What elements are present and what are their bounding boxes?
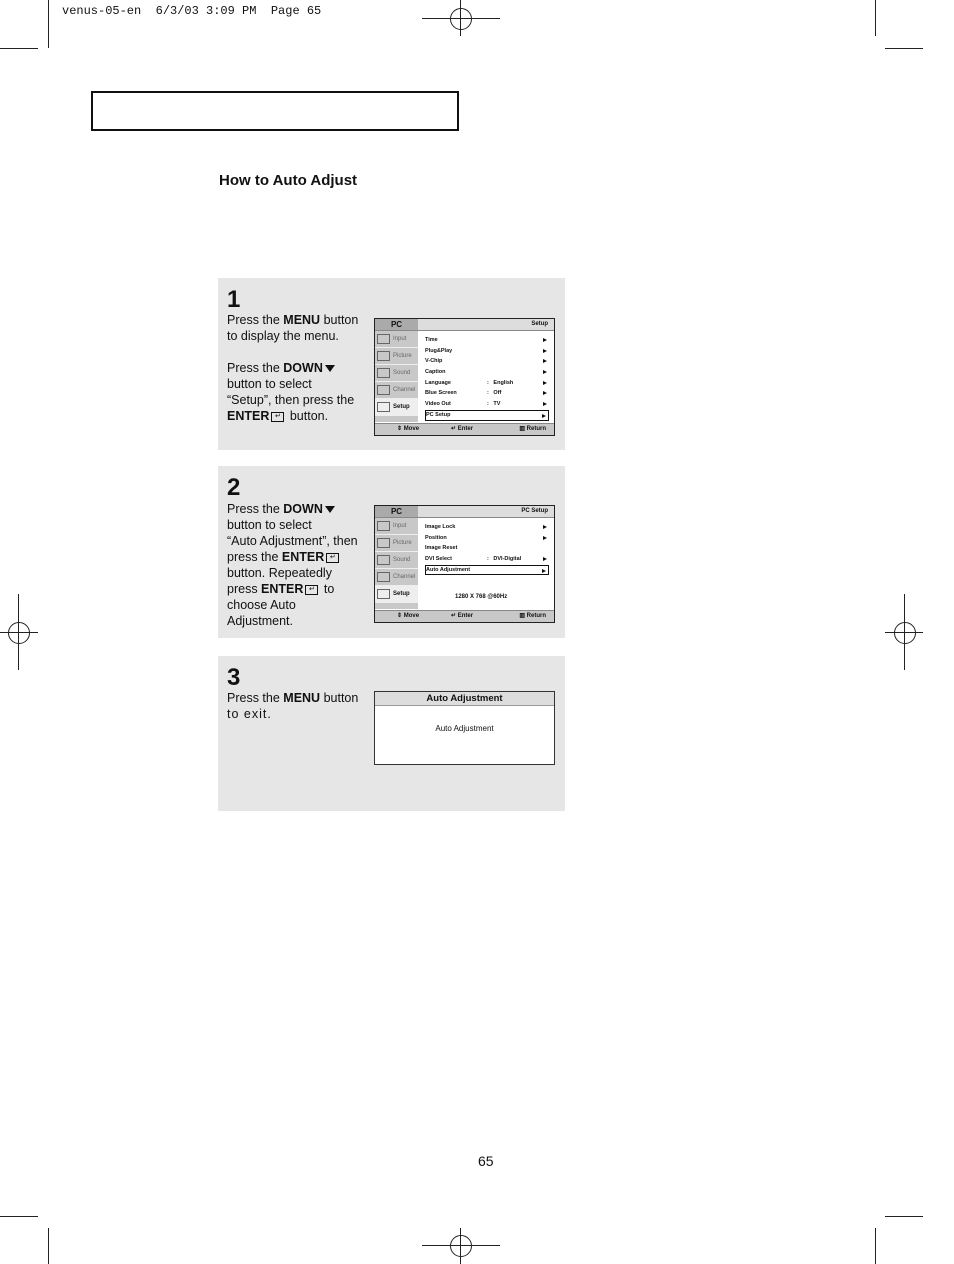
crop-mark bbox=[0, 1216, 38, 1217]
input-icon bbox=[377, 334, 390, 344]
text-line: to display the menu. bbox=[227, 329, 339, 343]
osd-sidebar-input: Input bbox=[375, 518, 418, 535]
osd-sidebar-channel: Channel bbox=[375, 382, 418, 399]
step-instructions bbox=[227, 690, 367, 722]
sound-icon bbox=[377, 368, 390, 378]
page-number: 65 bbox=[478, 1153, 494, 1169]
text-line: “Setup”, then press the bbox=[227, 393, 355, 407]
osd-pc-setup-screen bbox=[374, 505, 555, 623]
step-instructions bbox=[227, 501, 367, 629]
picture-icon bbox=[377, 351, 390, 361]
osd-resolution: 1280 X 768 @60Hz bbox=[455, 594, 508, 600]
down-arrow-icon bbox=[325, 506, 335, 513]
osd-sidebar-setup: Setup bbox=[375, 586, 418, 603]
osd-sidebar-picture: Picture bbox=[375, 535, 418, 552]
text-line bbox=[227, 344, 367, 360]
osd-row: Time bbox=[425, 335, 549, 346]
text-line: button to select bbox=[227, 377, 312, 391]
text-line: Press the DOWN bbox=[227, 360, 367, 376]
osd-pc-label: PC bbox=[375, 319, 418, 330]
setup-icon bbox=[377, 402, 390, 412]
text-line: press ENTER ↵ to bbox=[227, 582, 335, 596]
osd-header bbox=[375, 319, 554, 331]
osd-sidebar bbox=[375, 331, 418, 422]
channel-icon bbox=[377, 572, 390, 582]
osd-menu-title: PC Setup bbox=[521, 508, 548, 514]
setup-icon bbox=[377, 589, 390, 599]
osd-footer: ⇕ Move ↵ Enter ▥ Return bbox=[375, 423, 554, 435]
osd-row: Blue Screen : Off bbox=[425, 388, 549, 399]
crop-mark bbox=[875, 0, 876, 36]
osd-footer: ⇕ Move ↵ Enter ▥ Return bbox=[375, 610, 554, 622]
print-slug: venus-05-en 6/3/03 3:09 PM Page 65 bbox=[62, 4, 322, 18]
text-line: choose Auto bbox=[227, 598, 296, 612]
osd-pc-label: PC bbox=[375, 506, 418, 517]
osd-sidebar-input: Input bbox=[375, 331, 418, 348]
text-line: Press the MENU button bbox=[227, 313, 359, 327]
text-line: Press the DOWN bbox=[227, 501, 367, 517]
osd-row-selected: Auto Adjustment bbox=[425, 565, 549, 576]
text-line: Press the MENU button bbox=[227, 691, 359, 705]
step-2-panel bbox=[218, 466, 565, 638]
osd-row: Image Lock bbox=[425, 522, 549, 533]
osd-sidebar-sound: Sound bbox=[375, 365, 418, 382]
step-number: 3 bbox=[227, 664, 241, 691]
enter-icon: ↵ bbox=[271, 412, 284, 422]
auto-adjustment-dialog bbox=[374, 691, 555, 765]
osd-row-selected: PC Setup bbox=[425, 410, 549, 421]
osd-sidebar bbox=[375, 518, 418, 609]
crop-mark bbox=[885, 1216, 923, 1217]
sound-icon bbox=[377, 555, 390, 565]
osd-menu-list bbox=[425, 335, 549, 421]
osd-setup-screen bbox=[374, 318, 555, 436]
text-line: ENTER ↵ button. bbox=[227, 409, 329, 423]
osd-row: DVI Select : DVI-Digital bbox=[425, 554, 549, 565]
text-line: to exit. bbox=[227, 707, 272, 721]
registration-circle bbox=[894, 622, 916, 644]
step-number: 2 bbox=[227, 474, 241, 501]
osd-row: Position bbox=[425, 533, 549, 544]
text-line: “Auto Adjustment”, then bbox=[227, 534, 358, 548]
picture-icon bbox=[377, 538, 390, 548]
osd-row: Caption bbox=[425, 367, 549, 378]
registration-circle bbox=[8, 622, 30, 644]
registration-circle bbox=[450, 8, 472, 30]
dialog-title: Auto Adjustment bbox=[375, 692, 554, 706]
crop-mark bbox=[48, 0, 49, 48]
osd-menu-list bbox=[425, 522, 549, 575]
osd-row: Language : English bbox=[425, 378, 549, 389]
step-1-panel bbox=[218, 278, 565, 450]
text-line: press the ENTER ↵ bbox=[227, 549, 367, 565]
osd-row: Video Out : TV bbox=[425, 399, 549, 410]
channel-icon bbox=[377, 385, 390, 395]
osd-row: Plug&Play bbox=[425, 346, 549, 357]
dialog-message: Auto Adjustment bbox=[435, 724, 494, 733]
input-icon bbox=[377, 521, 390, 531]
osd-sidebar-setup: Setup bbox=[375, 399, 418, 416]
chapter-header-box bbox=[91, 91, 459, 131]
osd-header bbox=[375, 506, 554, 518]
step-instructions bbox=[227, 312, 367, 424]
osd-sidebar-channel: Channel bbox=[375, 569, 418, 586]
step-3-panel bbox=[218, 656, 565, 811]
osd-menu-title: Setup bbox=[531, 321, 548, 327]
crop-mark bbox=[48, 1228, 49, 1264]
osd-sidebar-sound: Sound bbox=[375, 552, 418, 569]
registration-circle bbox=[450, 1235, 472, 1257]
crop-mark bbox=[0, 48, 38, 49]
enter-icon: ↵ bbox=[305, 585, 318, 595]
section-heading: How to Auto Adjust bbox=[219, 172, 358, 189]
crop-mark bbox=[885, 48, 923, 49]
down-arrow-icon bbox=[325, 365, 335, 372]
text-line: Adjustment. bbox=[227, 614, 294, 628]
enter-icon: ↵ bbox=[326, 553, 339, 563]
osd-row: Image Reset bbox=[425, 545, 458, 552]
text-line: button to select bbox=[227, 518, 312, 532]
osd-sidebar-picture: Picture bbox=[375, 348, 418, 365]
osd-row: V-Chip bbox=[425, 356, 549, 367]
text-line: button. Repeatedly bbox=[227, 566, 332, 580]
crop-mark bbox=[875, 1228, 876, 1264]
step-number: 1 bbox=[227, 286, 241, 313]
